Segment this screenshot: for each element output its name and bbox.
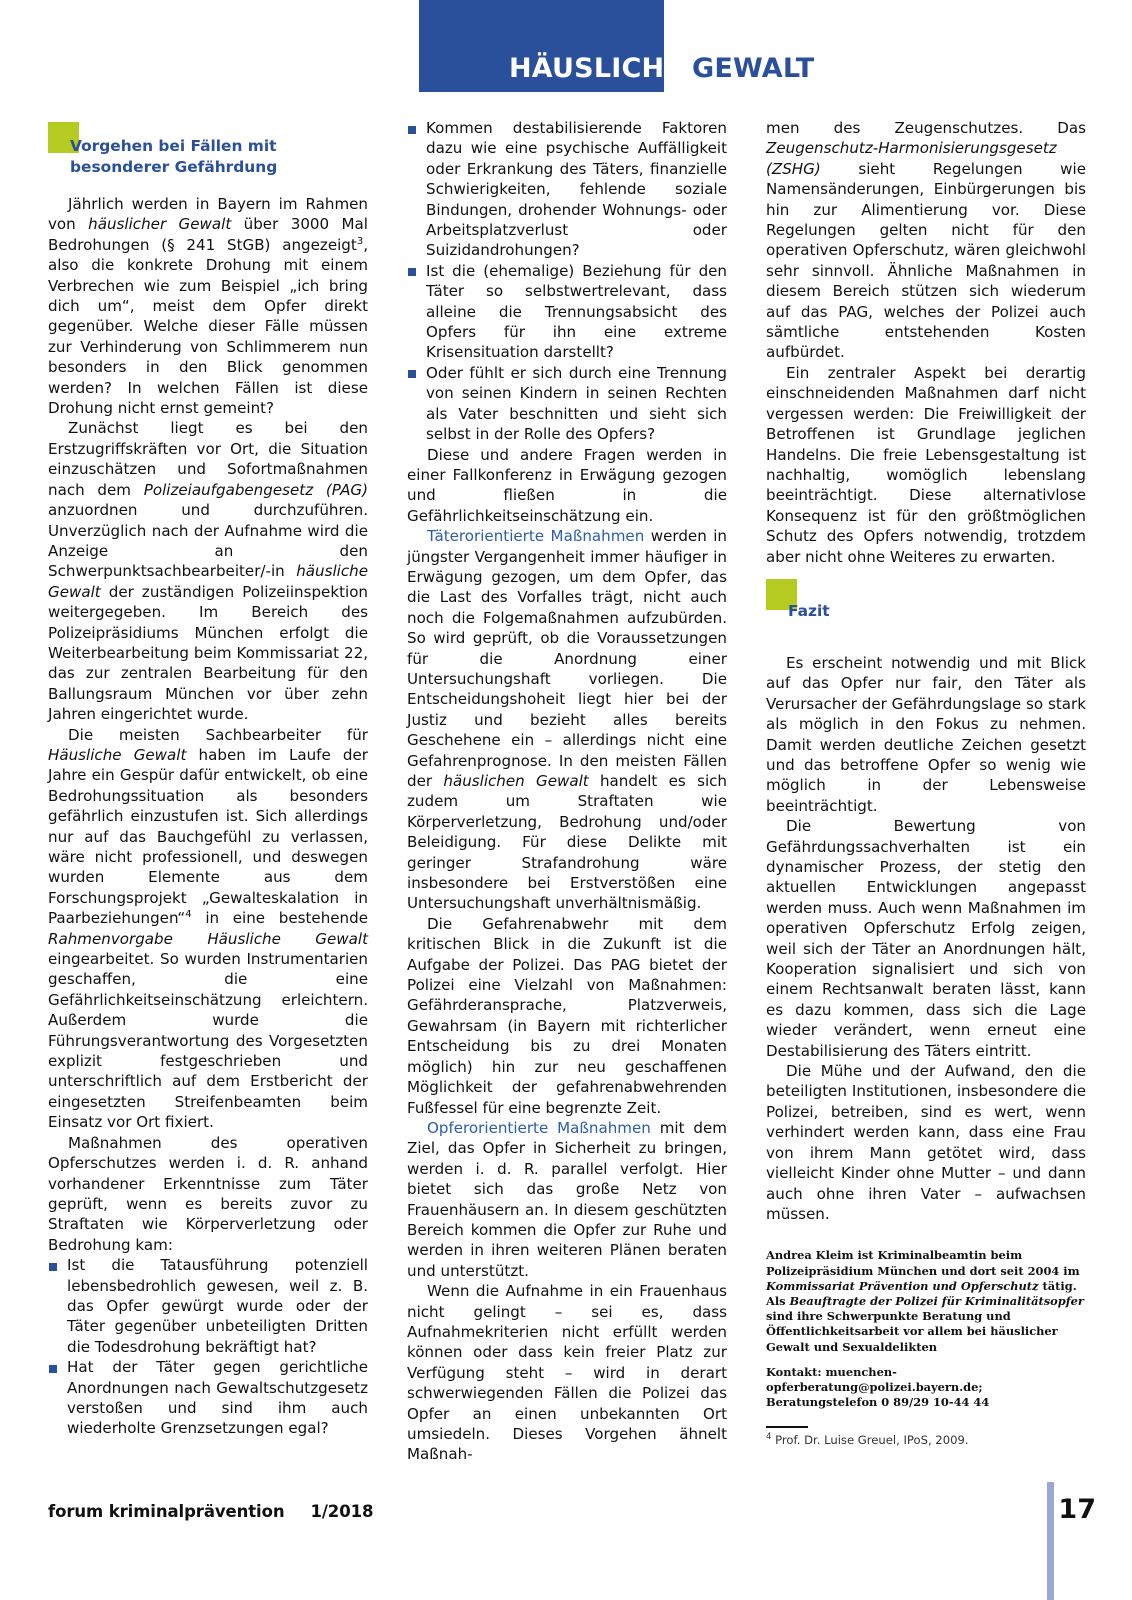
text-run: Prof. Dr. Luise Greuel, IPoS, 2009. — [771, 1433, 969, 1447]
bullet-list-c2 — [407, 118, 727, 445]
text-run: haben im Laufe der Jahre ein Gespür dafür entwickelt, ob eine Bedrohungssituation als besonders gefährlich einzustufen ist. Sich allerdings nur auf das Bauchgefühl zu verlassen, wäre nicht professionell, und deswegen wurden Elemente aus dem Forschungsprojekt „Gewalteskalation in Paarbeziehungen“ — [48, 745, 368, 928]
bullet-list-c1 — [48, 1255, 368, 1439]
text-run: Jährlich werden in Bayern im Rahmen von — [48, 195, 368, 234]
footnote-text — [766, 1433, 1086, 1448]
highlight-taeterorientierte: Täterorientierte Maßnahmen — [427, 527, 645, 546]
paragraph-c2-p1: Diese und andere Fragen werden in einer Fallkonferenz in Erwägung gezogen und fließen in die Gefährlichkeitseinschätzung ein. — [407, 445, 727, 525]
italic-run: Rahmenvorgabe Häusliche Gewalt — [48, 929, 368, 948]
text-run: men des Zeugenschutzes. Das — [766, 119, 1086, 137]
list-item: Hat der Täter gegen gerichtliche Anordnungen nach Gewaltschutzgesetz verstoßen und sind ihm auch wiederholte Grenzsetzungen egal? — [48, 1357, 368, 1439]
italic-run: Beauftragte der Polizei für Kriminalitätsopfer — [789, 1293, 1084, 1308]
text-run: über 3000 Mal Bedrohungen (§ 241 StGB) angezeigt — [48, 215, 368, 254]
list-item: Kommen destabilisierende Faktoren dazu wie eine psychische Auffälligkeit oder Erkrankung des Täters, finanzielle Schwierigkeiten, fehlende soziale Bindungen, drohender Wohnungs- oder Arbeitsplatzverlust oder Suizidandrohungen? — [407, 118, 727, 261]
page-title — [0, 0, 1132, 92]
footnote-area — [766, 1426, 1086, 1448]
text-run: tätig. Als — [766, 1278, 1077, 1308]
article-columns — [48, 118, 1086, 1464]
italic-run: häuslichen Gewalt — [443, 772, 589, 790]
italic-run: Polizeiaufgabengesetz (PAG) — [143, 480, 368, 499]
author-contact: Kontakt: muenchen-opferberatung@polizei.bayern.de; Beratungstelefon 0 89/29 10-44 44 — [766, 1364, 990, 1410]
italic-run: Zeugenschutz-Harmonisierungsgesetz (ZSHG) — [766, 139, 1057, 178]
footnote-ref: 4 — [185, 909, 192, 921]
paragraph-c3-p4: Die Bewertung von Gefährdungssachverhalten ist ein dynamischer Prozess, der stetig den aktuellen Entwicklungen angepasst werden muss. Auch wenn Maßnahmen im operativen Opferschutz Erfolg zeigen, weil sich der Täter an Anordnungen hält, Kooperation signalisiert und sich von einem Rechtsanwalt beraten lässt, kann es dazu kommen, dass sich die Lage wieder verändert, wenn erneut eine Destabilisierung des Täters eintritt. — [766, 817, 1086, 1060]
page-title-part2: GEWALT — [691, 53, 815, 84]
text-run: eingearbeitet. So wurden Instrumentarien geschaffen, die eine Gefährlichkeitseinschätzung erleichtern. Außerdem wurde die Führungsverantwortung des Vorgesetzten explizit festgeschrieben und unterschriftlich auf dem Erstbericht der eingesetzten Streifenbeamten beim Einsatz vor Ort fixiert. — [48, 950, 368, 1132]
section-heading-line2: besonderer Gefährdung — [70, 158, 278, 176]
footer-accent-bar — [1047, 1482, 1054, 1600]
paragraph-c3-p2: Ein zentraler Aspekt bei derartig einschneidenden Maßnahmen darf nicht vergessen werden: Die Freiwilligkeit der Betroffenen ist Grundlage jeglichen Handelns. Die freie Lebensgestaltung ist nachhaltig, womöglich lebenslang beeinträchtigt. Diese alternativlose Konsequenz ist für den größtmöglichen Schutz des Opfers notwendig, trotzdem aber nicht ohne Weiteres zu erwarten. — [766, 363, 1086, 566]
italic-run: Häusliche Gewalt — [48, 745, 187, 764]
paragraph-c1-p4: Maßnahmen des operativen Opferschutzes werden i. d. R. anhand vorhandener Erkenntnisse zum Täter geprüft, wenn es bereits zuvor zu Straftaten wie Körperverletzung oder Bedrohung kam: — [48, 1133, 368, 1254]
list-item: Ist die Tatausführung potenziell lebensbedrohlich gewesen, weil z. B. das Opfer gewürgt wurde oder der Täter gegenüber unbeteiligten Dritten die Todesdrohung bekräftigt hat? — [48, 1255, 368, 1357]
text-run: handelt es sich zudem um Straftaten wie Körperverletzung, Bedrohung und/oder Beleidigung. Für diese Delikte mit geringer Strafandrohung wäre insbesondere bei Erstverstößen eine Untersuchungshaft unverhältnismäßig. — [407, 772, 728, 913]
text-run: Zunächst liegt es bei den Erstzugriffskräften vor Ort, die Situation einzuschätzen und Sofortmaßnahmen nach dem — [48, 419, 368, 499]
italic-run: Kommissariat Prävention und Opferschutz — [766, 1278, 1039, 1293]
list-item: Ist die (ehemalige) Beziehung für den Täter so selbstwertrelevant, dass alleine die Trennungsabsicht des Opfers für ihn eine extreme Krisensituation darstellt? — [407, 261, 727, 363]
page-footer — [0, 1460, 1132, 1600]
highlight-opferorientierte: Opferorientierte Maßnahmen — [427, 1118, 651, 1137]
column-2 — [407, 118, 728, 1464]
text-run: sieht Regelungen wie Namensänderungen, Einbürgerungen bis hin zur Alimentierung vor. Diese Regelungen gelten nicht für den operativen Opferschutz, wären gleichwohl sehr sinnvoll. Ähnliche Maßnahmen in diesem Bereich stützen sich wiederum auf das PAG, welches der Polizei auch sämtliche entstehenden Kosten aufbürdet. — [766, 159, 1086, 362]
author-bio-text — [766, 1248, 1086, 1354]
page-title-part1: HÄUSLICHE — [509, 53, 683, 84]
section-heading-vorgehen — [48, 136, 368, 178]
footer-issue: 1/2018 — [310, 1502, 374, 1521]
paragraph-c2-p5: Wenn die Aufnahme in ein Frauenhaus nicht gelingt – sei es, dass Aufnahmekriterien nicht erfüllt werden können oder dass kein freier Platz zur Verfügung steht – wird in derart schwerwiegenden Fällen die Polizei das Opfer an einen unbekannten Ort umsiedeln. Dieses Vorgehen ähnelt Maßnah- — [407, 1282, 727, 1464]
text-run: sind ihre Schwerpunkte Beratung und Öffentlichkeitsarbeit vor allem bei häuslicher Gewalt und Sexualdelikten — [766, 1309, 1058, 1354]
column-1 — [48, 118, 368, 1448]
text-run: Andrea Kleim ist Kriminalbeamtin beim Polizeipräsidium München und dort seit 2004 im — [766, 1248, 1080, 1278]
paragraph-c1-p3 — [48, 725, 368, 1133]
italic-run: häuslicher Gewalt — [88, 215, 232, 234]
page-header — [0, 0, 1132, 102]
section-heading-fazit — [766, 601, 1086, 631]
section-heading-text — [48, 136, 368, 178]
text-run: mit dem Ziel, das Opfer in Sicherheit zu bringen, werden i. d. R. parallel verfolgt. Hier bietet sich das große Netz von Frauenhäusern an. In diesem geschützten Bereich kommen die Opfer zur Ruhe und werden in ihren weiteren Plänen beraten und unterstützt. — [407, 1118, 728, 1280]
paragraph-c2-p2 — [407, 526, 727, 914]
paragraph-c3-p1 — [766, 118, 1086, 363]
page-number: 17 — [1058, 1494, 1096, 1525]
footer-publication-name: forum kriminalprävention — [48, 1502, 285, 1521]
text-run: , also die konkrete Drohung mit einem Verbrechen wie zum Beispiel „ich bring dich um“, meist dem Opfer direkt gegenüber. Welche dieser Fälle müssen zur Verhinderung von Schlimmerem nun besonders in den Blick genommen werden? In welchen Fällen ist diese Drohung nicht ernst gemeint? — [48, 235, 368, 418]
paragraph-c2-p3: Die Gefahrenabwehr mit dem kritischen Blick in die Zukunft ist die Aufgabe der Polizei. Das PAG bietet der Polizei eine Vielzahl von Maßnahmen: Gefährderansprache, Platzverweis, Gewahrsam (in Bayern mit richterlicher Entscheidung bis zu drei Monaten möglich) hin zur neu geschaffenen Möglichkeit der gefahrenabwehrenden Fußfessel für eine begrenzte Zeit. — [407, 914, 727, 1117]
paragraph-c1-p1 — [48, 194, 368, 418]
column-3 — [766, 118, 1086, 1448]
author-bio — [766, 1248, 1086, 1410]
paragraph-c3-p3: Es erscheint notwendig und mit Blick auf das Opfer nur fair, den Täter als Verursacher der Gefährdungslage so stark als möglich in den Fokus zu nehmen. Damit werden deutliche Zeichen gesetzt und das betroffene Opfer so wenig wie möglich in der Lebensweise beeinträchtigt. — [766, 653, 1086, 815]
text-run: in eine bestehende — [191, 909, 368, 928]
paragraph-c1-p2 — [48, 418, 368, 724]
text-run: Die meisten Sachbearbeiter für — [68, 725, 368, 744]
footnote-ref: 3 — [356, 235, 364, 247]
footnote-number: 4 — [766, 1432, 772, 1443]
list-item: Oder fühlt er sich durch eine Trennung von seinen Kindern in seinen Rechten als Vater beschnitten und sieht sich selbst in der Rolle des Opfers? — [407, 363, 727, 445]
text-run: werden in jüngster Vergangenheit immer häufiger in Erwägung gezogen, um dem Opfer, das die Last des Vorfalles trägt, nicht auch noch die Folgemaßnahmen aufzubürden. So wird geprüft, ob die Voraussetzungen für die Anordnung einer Untersuchungshaft vorliegen. Die Entscheidungshoheit liegt hier bei der Justiz und bezieht alles bereits Geschehene ein – allerdings nicht eine Gefahrenprognose. In den meisten Fällen der — [407, 527, 727, 790]
text-run: der zuständigen Polizeiinspektion weitergegeben. Im Bereich des Polizeipräsidiums München erfolgt die Weiterbearbeitung beim Kommissariat 22, das zur zentralen Bearbeitung für den Ballungsraum München vor über zehn Jahren eingerichtet wurde. — [48, 582, 368, 724]
section-heading-line1: Vorgehen bei Fällen mit — [70, 137, 277, 155]
footnote-divider — [766, 1426, 808, 1428]
paragraph-c2-p4 — [407, 1118, 727, 1281]
paragraph-c3-p5: Die Mühe und der Aufwand, den die beteiligten Institutionen, insbesondere die Polizei, betreiben, sind es wert, wenn verhindert werden kann, dass eine Frau von ihrem Mann getötet wird, dass vielleicht Kinder ohne Mutter – und dann auch ohne ihren Vater – aufwachsen müssen. — [766, 1062, 1086, 1223]
section-heading-text: Fazit — [788, 601, 830, 620]
italic-run: häusliche Gewalt — [48, 562, 368, 601]
text-run: anzuordnen und durchzuführen. Unverzüglich nach der Aufnahme wird die Anzeige an den Schwerpunktsachbearbeiter/-in — [48, 501, 368, 581]
footer-publication — [48, 1502, 373, 1521]
